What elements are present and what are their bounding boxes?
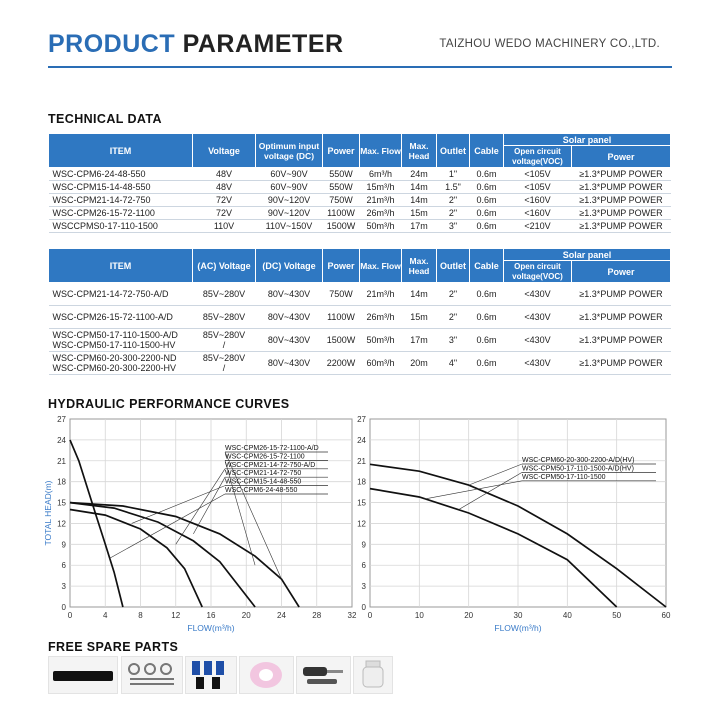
table-cell-flow: 60m³/h (360, 352, 402, 375)
table-cell: 0.6m (470, 207, 504, 220)
col-panel-power: Power (572, 146, 671, 168)
table-row (49, 194, 671, 207)
legend-label: WSC-CPM21-14-72-750-A/D (225, 461, 316, 469)
table-cell: 48V (193, 168, 256, 181)
table-cell-flow: 26m³/h (360, 306, 402, 329)
table-cell-item (49, 352, 193, 375)
table-cell: 21m³/h (360, 194, 402, 207)
table-cell: 72V (193, 207, 256, 220)
col-voc: Open circuit voltage(VOC) (504, 146, 572, 168)
table-cell: 24m (402, 168, 437, 181)
table-cell: 90V~120V (256, 207, 323, 220)
col-power: Power (323, 249, 360, 283)
table-row (49, 306, 671, 329)
table-cell-head: 20m (402, 352, 437, 375)
col-solar-panel: Solar panel (504, 134, 671, 146)
table-cell-cable: 0.6m (470, 306, 504, 329)
screwdriver-icon (297, 657, 350, 693)
x-tick-label: 16 (206, 611, 216, 620)
item-line: WSC-CPM60-20-300-2200-ND (52, 353, 177, 363)
table-row (49, 283, 671, 306)
table-cell-voc: <430V (504, 329, 572, 352)
table-cell: ≥1.3*PUMP POWER (572, 207, 671, 220)
table-cell: 90V~120V (256, 194, 323, 207)
table-cell-power: 2200W (323, 352, 360, 375)
table-cell: <160V (504, 207, 572, 220)
section-hydraulic-curves: HYDRAULIC PERFORMANCE CURVES (48, 397, 290, 411)
table-cell-cable: 0.6m (470, 329, 504, 352)
table-cell: ≥1.3*PUMP POWER (572, 181, 671, 194)
item-line: WSC-CPM26-15-72-1100-A/D (52, 312, 173, 322)
y-tick-label: 15 (57, 498, 66, 508)
x-tick-label: 20 (241, 611, 251, 620)
col-ac-voltage: (AC) Voltage (193, 249, 256, 283)
title-part-product: PRODUCT (48, 30, 176, 58)
table-cell-power: 1500W (323, 329, 360, 352)
col-solar-panel: Solar panel (504, 249, 671, 261)
terminal-connectors-icon (186, 657, 236, 693)
col-cable: Cable (470, 134, 504, 168)
table-cell: WSC-CPM6-24-48-550 (49, 168, 193, 181)
item-line: WSC-CPM21-14-72-750-A/D (52, 289, 169, 299)
performance-chart-left (40, 410, 360, 632)
spare-part-plug (353, 656, 393, 694)
legend-label: WSC-CPM21-14-72-750 (225, 470, 302, 478)
spare-part-tape (239, 656, 294, 694)
table-cell: <210V (504, 220, 572, 233)
y-tick-label: 0 (361, 603, 366, 612)
table-cell-ac (193, 283, 256, 306)
table-cell-pp: ≥1.3*PUMP POWER (572, 283, 671, 306)
table-cell-outlet: 3" (437, 329, 470, 352)
table-cell-voc: <430V (504, 352, 572, 375)
col-max-head: Max. Head (402, 134, 437, 168)
y-tick-label: 27 (357, 415, 366, 424)
x-tick-label: 12 (171, 611, 181, 620)
y-tick-label: 24 (57, 435, 66, 445)
table-cell: 48V (193, 181, 256, 194)
table-cell: 60V~90V (256, 168, 323, 181)
y-axis-label: TOTAL HEAD(m) (43, 480, 53, 546)
col-max-flow: Max. Flow (360, 134, 402, 168)
page-title (48, 30, 344, 59)
table-cell: 1.5" (437, 181, 470, 194)
table-cell: 1500W (323, 220, 360, 233)
x-axis-label: FLOW(m³/h) (187, 623, 235, 633)
technical-table-dc (48, 133, 671, 233)
table-cell-dc: 80V~430V (256, 352, 323, 375)
col-item: ITEM (49, 134, 193, 168)
table-cell-pp: ≥1.3*PUMP POWER (572, 329, 671, 352)
cable-clamps-icon (122, 657, 182, 693)
x-tick-label: 24 (277, 611, 286, 620)
x-tick-label: 32 (347, 611, 357, 620)
item-line: WSC-CPM50-17-110-1500-HV (52, 340, 176, 350)
x-tick-label: 20 (464, 611, 474, 620)
table-cell: 14m (402, 181, 437, 194)
col-optimum-voltage: Optimum input voltage (DC) (256, 134, 323, 168)
table-cell: 550W (323, 168, 360, 181)
item-line: WSC-CPM50-17-110-1500-A/D (52, 330, 178, 340)
plug-fitting-icon (354, 657, 392, 693)
col-item: ITEM (49, 249, 193, 283)
header-divider (48, 66, 672, 68)
table-cell: 17m (402, 220, 437, 233)
table-cell-ac (193, 306, 256, 329)
table-cell: 6m³/h (360, 168, 402, 181)
col-max-flow: Max. Flow (360, 249, 402, 283)
table-cell-cable: 0.6m (470, 283, 504, 306)
legend-label: WSC-CPM15-14-48-550 (225, 478, 302, 486)
table-cell: 0.6m (470, 194, 504, 207)
table-cell-item (49, 306, 193, 329)
y-tick-label: 12 (357, 519, 366, 529)
x-tick-label: 10 (414, 611, 424, 620)
col-outlet: Outlet (437, 249, 470, 283)
spare-part-cable-sleeve (48, 656, 118, 694)
y-tick-label: 0 (61, 603, 66, 612)
table-cell-flow: 21m³/h (360, 283, 402, 306)
table-cell-cable: 0.6m (470, 352, 504, 375)
performance-chart-right (358, 410, 678, 632)
table-cell-item (49, 329, 193, 352)
table-cell-pp: ≥1.3*PUMP POWER (572, 306, 671, 329)
spare-part-screwdriver (296, 656, 351, 694)
ac-line: 85V~280V (202, 289, 246, 299)
table-cell-dc: 80V~430V (256, 283, 323, 306)
cable-sleeve-icon (53, 671, 113, 681)
table-cell: 0.6m (470, 168, 504, 181)
table-cell-pp: ≥1.3*PUMP POWER (572, 352, 671, 375)
ac-line: / (222, 363, 226, 373)
x-tick-label: 4 (103, 611, 108, 620)
page-header (0, 0, 720, 72)
table-row (49, 220, 671, 233)
table-cell: <160V (504, 194, 572, 207)
technical-table-acdc (48, 248, 671, 375)
table-cell-head: 15m (402, 306, 437, 329)
legend-label: WSC-CPM26-15-72-1100-A/D (225, 445, 319, 452)
y-tick-label: 3 (361, 582, 366, 592)
table-cell-outlet: 2" (437, 306, 470, 329)
y-tick-label: 27 (57, 415, 66, 424)
x-tick-label: 40 (562, 611, 572, 620)
y-tick-label: 9 (361, 540, 366, 550)
table-cell-head: 17m (402, 329, 437, 352)
table-cell: 110V (193, 220, 256, 233)
col-power: Power (323, 134, 360, 168)
legend-label: WSC-CPM6-24-48-550 (225, 487, 298, 494)
ac-line: 85V~280V (202, 353, 246, 363)
table-cell: 1100W (323, 207, 360, 220)
company-name: TAIZHOU WEDO MACHINERY CO.,LTD. (439, 38, 660, 50)
table-cell: 2" (437, 207, 470, 220)
legend-label: WSC-CPM50-17-110-1500-A/D(HV) (522, 465, 634, 473)
item-line: WSC-CPM60-20-300-2200-HV (52, 363, 177, 373)
table-cell-dc: 80V~430V (256, 329, 323, 352)
table-cell-item (49, 283, 193, 306)
tape-roll-icon (240, 657, 293, 693)
x-tick-label: 0 (67, 611, 73, 620)
y-tick-label: 15 (357, 498, 366, 508)
section-spare-parts: FREE SPARE PARTS (48, 640, 179, 654)
legend-label: WSC-CPM60-20-300-2200-A/D(HV) (522, 457, 635, 464)
table-cell: 750W (323, 194, 360, 207)
ac-line: / (222, 340, 226, 350)
col-cable: Cable (470, 249, 504, 283)
table-cell: 1" (437, 168, 470, 181)
ac-line: 85V~280V (202, 312, 246, 322)
ac-line: 85V~280V (202, 330, 246, 340)
x-tick-label: 50 (612, 611, 622, 620)
y-tick-label: 21 (57, 456, 66, 466)
table-cell: WSC-CPM21-14-72-750 (49, 194, 193, 207)
table-cell-outlet: 2" (437, 283, 470, 306)
table-cell: <105V (504, 181, 572, 194)
table-cell: 15m³/h (360, 181, 402, 194)
x-tick-label: 8 (138, 611, 143, 620)
x-tick-label: 60 (661, 611, 671, 620)
y-tick-label: 18 (357, 477, 366, 487)
x-axis-label: FLOW(m³/h) (494, 623, 542, 633)
table-cell: 15m (402, 207, 437, 220)
table-cell: WSCCPMS0-17-110-1500 (49, 220, 193, 233)
section-technical-data: TECHNICAL DATA (48, 112, 162, 126)
y-tick-label: 6 (361, 561, 366, 571)
table-row (49, 181, 671, 194)
table-cell-ac (193, 329, 256, 352)
table-cell-voc: <430V (504, 306, 572, 329)
col-outlet: Outlet (437, 134, 470, 168)
y-tick-label: 3 (61, 582, 66, 592)
table-cell: ≥1.3*PUMP POWER (572, 220, 671, 233)
table-cell-head: 14m (402, 283, 437, 306)
table-cell: 50m³/h (360, 220, 402, 233)
table-cell-power: 1100W (323, 306, 360, 329)
col-max-head: Max. Head (402, 249, 437, 283)
table-cell: 60V~90V (256, 181, 323, 194)
col-dc-voltage: (DC) Voltage (256, 249, 323, 283)
y-tick-label: 18 (57, 477, 66, 487)
table-row (49, 207, 671, 220)
table-cell-dc: 80V~430V (256, 306, 323, 329)
table-row (49, 168, 671, 181)
table-cell-power: 750W (323, 283, 360, 306)
x-tick-label: 28 (312, 611, 322, 620)
table-row (49, 329, 671, 352)
table-cell: 0.6m (470, 220, 504, 233)
legend-label: WSC-CPM50-17-110-1500 (522, 473, 606, 481)
table-cell-outlet: 4" (437, 352, 470, 375)
table-cell: WSC-CPM15-14-48-550 (49, 181, 193, 194)
spare-part-cable-clamps (121, 656, 183, 694)
table-cell: 110V~150V (256, 220, 323, 233)
table-cell: <105V (504, 168, 572, 181)
table-cell: 14m (402, 194, 437, 207)
y-tick-label: 9 (61, 540, 66, 550)
table-cell: ≥1.3*PUMP POWER (572, 168, 671, 181)
table-cell: 26m³/h (360, 207, 402, 220)
x-tick-label: 30 (513, 611, 523, 620)
title-part-parameter: PARAMETER (182, 30, 344, 58)
y-tick-label: 6 (61, 561, 66, 571)
spare-part-connectors (185, 656, 237, 694)
x-tick-label: 0 (367, 611, 373, 620)
table-cell-ac (193, 352, 256, 375)
table-cell: 2" (437, 194, 470, 207)
table-cell-voc: <430V (504, 283, 572, 306)
table-cell: 72V (193, 194, 256, 207)
col-voc: Open circuit voltage(VOC) (504, 261, 572, 283)
y-tick-label: 24 (357, 435, 366, 445)
table-row (49, 352, 671, 375)
table-cell: 0.6m (470, 181, 504, 194)
legend-label: WSC-CPM26-15-72-1100 (225, 453, 305, 461)
table-cell: WSC-CPM26-15-72-1100 (49, 207, 193, 220)
y-tick-label: 12 (57, 519, 66, 529)
col-voltage: Voltage (193, 134, 256, 168)
table-cell-flow: 50m³/h (360, 329, 402, 352)
col-panel-power: Power (572, 261, 671, 283)
table-cell: ≥1.3*PUMP POWER (572, 194, 671, 207)
table-cell: 550W (323, 181, 360, 194)
table-cell: 3" (437, 220, 470, 233)
y-tick-label: 21 (357, 456, 366, 466)
